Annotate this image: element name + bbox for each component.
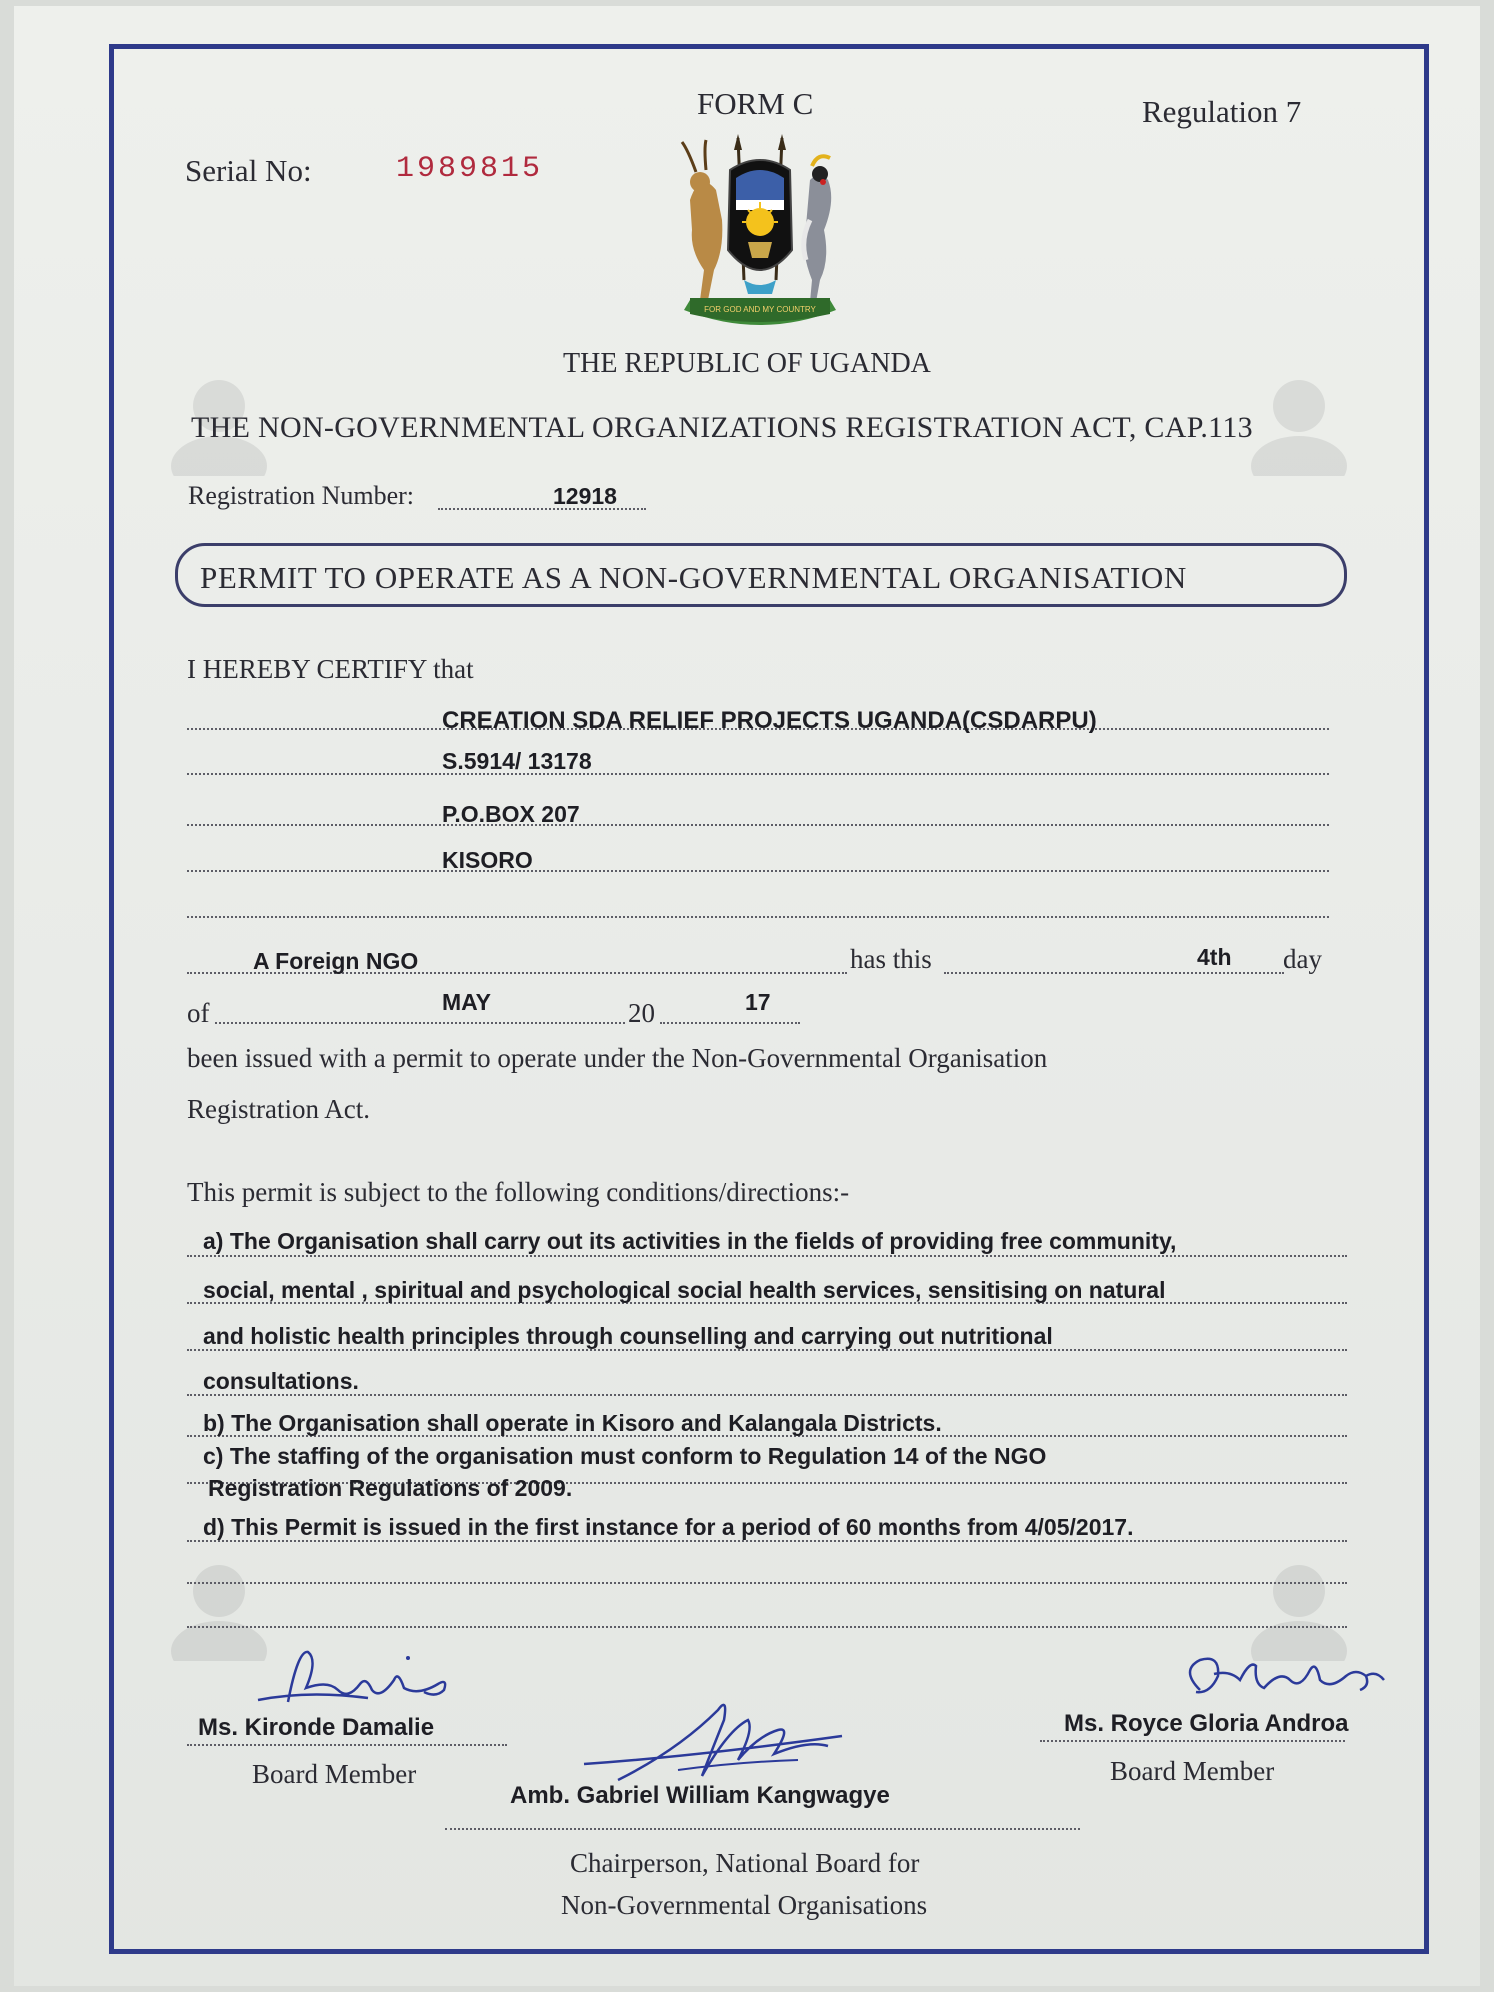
organisation-name: CREATION SDA RELIEF PROJECTS UGANDA(CSDARPU) <box>442 707 1097 734</box>
has-this-label: has this <box>850 944 932 974</box>
left-signatory-name: Ms. Kironde Damalie <box>198 1714 435 1741</box>
condition-c-line-1: c) The staffing of the organisation must conform to Regulation 14 of the NGO <box>203 1443 1047 1469</box>
day-label: day <box>1283 944 1322 974</box>
chairperson-role-line-1: Chairperson, National Board for <box>570 1848 920 1878</box>
dotted-line <box>445 1828 1080 1830</box>
dotted-line <box>187 1255 1347 1257</box>
permit-title: PERMIT TO OPERATE AS A NON-GOVERNMENTAL ORGANISATION <box>200 560 1187 595</box>
chairperson-name: Amb. Gabriel William Kangwagye <box>510 1782 890 1809</box>
signature-right-icon <box>1170 1640 1410 1720</box>
serial-label: Serial No: <box>185 153 312 188</box>
dotted-line <box>187 916 1329 918</box>
uganda-coat-of-arms-icon <box>660 130 860 326</box>
chairperson-role-line-2: Non-Governmental Organisations <box>561 1890 928 1920</box>
left-signatory-role: Board Member <box>252 1759 417 1789</box>
republic-heading: THE REPUBLIC OF UGANDA <box>563 348 931 379</box>
right-signatory-role: Board Member <box>1110 1756 1275 1786</box>
serial-number: 1989815 <box>396 152 544 186</box>
dotted-line <box>660 1022 800 1024</box>
certify-intro: I HEREBY CERTIFY that <box>187 654 474 684</box>
organisation-number: S.5914/ 13178 <box>442 748 592 774</box>
condition-a-line-4: consultations. <box>203 1368 359 1394</box>
town: KISORO <box>442 847 533 873</box>
regulation-label: Regulation 7 <box>1142 94 1302 129</box>
issued-statement-line-1: been issued with a permit to operate under the Non-Governmental Organisation <box>187 1043 1048 1073</box>
condition-a-line-2: social, mental , spiritual and psychological social health services, sensitising on natural <box>203 1277 1166 1303</box>
right-signatory-name: Ms. Royce Gloria Androa <box>1064 1710 1349 1737</box>
year-prefix: 20 <box>628 998 655 1028</box>
condition-c-line-2: Registration Regulations of 2009. <box>208 1475 573 1501</box>
conditions-intro: This permit is subject to the following conditions/directions:- <box>187 1177 850 1207</box>
dotted-line <box>187 1626 1347 1628</box>
act-heading: THE NON-GOVERNMENTAL ORGANIZATIONS REGISTRATION ACT, CAP.113 <box>191 411 1253 444</box>
emblem-motto: FOR GOD AND MY COUNTRY <box>704 305 816 314</box>
dotted-line <box>187 1744 507 1746</box>
dotted-line <box>944 972 1284 974</box>
issue-day: 4th <box>1197 944 1232 970</box>
dotted-line <box>187 824 1329 826</box>
dotted-line <box>187 870 1329 872</box>
ngo-type: A Foreign NGO <box>253 948 419 974</box>
dotted-line <box>1040 1740 1345 1742</box>
issue-month: MAY <box>442 989 491 1015</box>
condition-d: d) This Permit is issued in the first instance for a period of 60 months from 4/05/2017. <box>203 1514 1134 1540</box>
dotted-line <box>187 1582 1347 1584</box>
po-box: P.O.BOX 207 <box>442 801 580 827</box>
dotted-line <box>187 773 1329 775</box>
registration-number-label: Registration Number: <box>188 481 415 510</box>
of-label: of <box>187 998 210 1028</box>
dotted-line <box>215 1022 625 1024</box>
condition-b: b) The Organisation shall operate in Kisoro and Kalangala Districts. <box>203 1410 942 1436</box>
condition-a-line-3: and holistic health principles through counselling and carrying out nutritional <box>203 1323 1053 1349</box>
issued-statement-line-2: Registration Act. <box>187 1094 370 1124</box>
year-suffix: 17 <box>745 989 771 1015</box>
signature-left-icon <box>248 1640 488 1720</box>
dotted-line <box>187 1394 1347 1396</box>
form-label: FORM C <box>697 86 814 121</box>
watermark-right-icon <box>1244 366 1354 476</box>
condition-a-line-1: a) The Organisation shall carry out its activities in the fields of providing free community, <box>203 1228 1177 1254</box>
registration-number-value: 12918 <box>553 483 617 509</box>
